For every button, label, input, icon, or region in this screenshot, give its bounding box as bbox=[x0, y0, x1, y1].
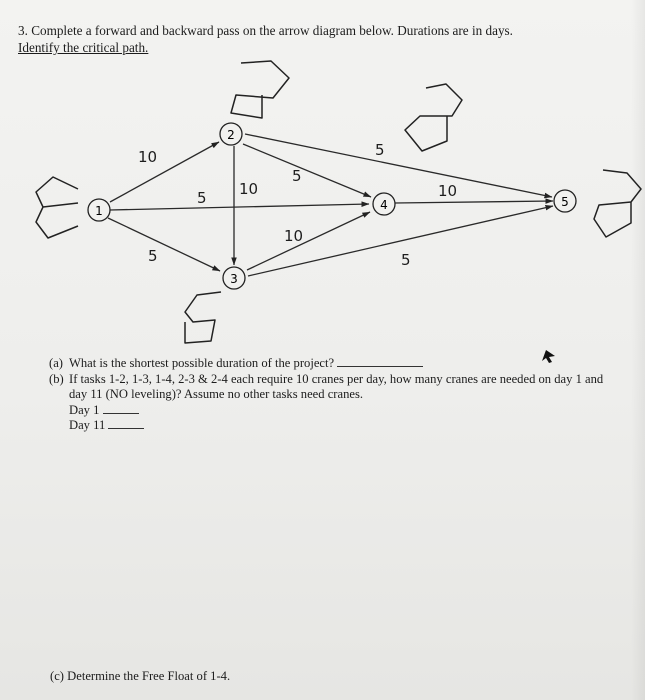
question-b-marker: (b) bbox=[49, 371, 64, 386]
question-c-text: Determine the Free Float of 1-4. bbox=[67, 669, 231, 683]
node-5-time-box bbox=[594, 170, 641, 237]
activity-arrow-2-4 bbox=[243, 144, 371, 197]
question-a-text: What is the shortest possible duration of the project? bbox=[69, 356, 335, 370]
node-4-time-box bbox=[405, 84, 462, 151]
node-2-label: 2 bbox=[227, 128, 235, 142]
node-2-time-box bbox=[231, 61, 289, 118]
activity-arrow-1-3 bbox=[108, 218, 220, 271]
duration-3-5: 5 bbox=[401, 251, 411, 269]
node-1-label: 1 bbox=[95, 204, 103, 218]
question-a bbox=[49, 356, 609, 372]
node-3-time-box bbox=[185, 292, 221, 343]
problem-line-2: Identify the critical path. bbox=[18, 40, 149, 55]
duration-1-2: 10 bbox=[138, 148, 158, 166]
answer-day-1-blank[interactable] bbox=[103, 404, 139, 414]
answer-day-11-blank[interactable] bbox=[108, 419, 144, 429]
activity-arrow-4-5 bbox=[395, 201, 553, 203]
questions-block bbox=[49, 356, 609, 434]
activity-arrow-1-4 bbox=[110, 204, 369, 210]
duration-2-4: 5 bbox=[292, 167, 302, 185]
duration-4-5: 10 bbox=[438, 182, 458, 200]
question-a-marker: (a) bbox=[49, 356, 63, 370]
node-5-label: 5 bbox=[561, 195, 569, 209]
activity-arrow-3-4 bbox=[247, 212, 370, 270]
duration-1-3: 5 bbox=[148, 247, 158, 265]
day-11-label: Day 11 bbox=[69, 418, 106, 432]
day-1-label: Day 1 bbox=[69, 402, 100, 417]
duration-3-4: 10 bbox=[284, 227, 304, 245]
question-c-marker: (c) bbox=[50, 669, 64, 683]
day-11-row bbox=[49, 418, 609, 434]
node-4-label: 4 bbox=[380, 198, 388, 212]
node-1-time-box bbox=[36, 177, 78, 238]
activity-arrow-2-5 bbox=[245, 134, 552, 197]
question-b bbox=[49, 372, 609, 403]
duration-2-3: 10 bbox=[239, 180, 259, 198]
question-b-text: If tasks 1-2, 1-3, 1-4, 2-3 & 2-4 each require 10 cranes per day, how many cranes are needed on day 1 and day 11 (NO leveling)? Assume no other tasks need cranes. bbox=[69, 371, 604, 401]
node-3-label: 3 bbox=[230, 272, 238, 286]
duration-1-4: 5 bbox=[197, 189, 207, 207]
question-c bbox=[50, 669, 230, 684]
problem-line-1: 3. Complete a forward and backward pass on the arrow diagram below. Durations are in days. bbox=[18, 23, 513, 38]
answer-a-blank[interactable] bbox=[337, 357, 423, 367]
duration-2-5: 5 bbox=[375, 141, 385, 159]
day-1-row bbox=[49, 403, 609, 419]
